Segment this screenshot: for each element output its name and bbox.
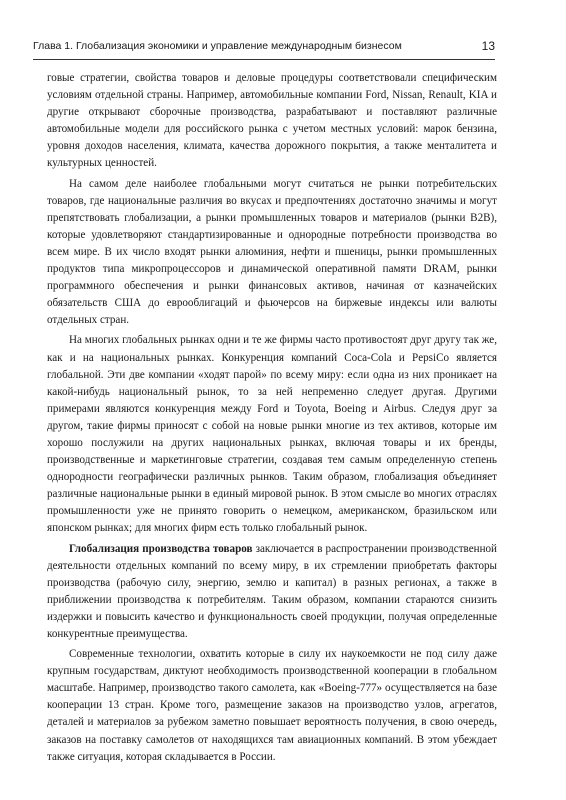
running-header — [33, 40, 495, 58]
paragraph-production-text: заключается в распространении производственной деятельности отдельных компаний по всему миру, в их стремлении приобретать факторы производства (рабочую силу, энергию, землю и капитал) в разных регионах, а также в приближении производства к потребителям. Таким образом, компании стараются снизить издержки и повысить качество и функциональность своей продукции, получая определенные конкурентные преимущества. — [47, 542, 497, 640]
paragraph-global-markets: На самом деле наиболее глобальными могут считаться не рынки потребительских товаров, где национальные различия во вкусах и предпочтениях достаточно значимы и могут препятствовать глобализации, а рынки промышленных товаров и материалов (рынки B2B), которые удовлетворяют стандартизированные и однородные потребности производства во всем мире. В их число входят рынки алюминия, нефти и пшеницы, рынки промышленных продуктов типа микропроцессоров и динамической оперативной памяти DRAM, рынки программного обеспечения и рынки финансовых активов, начиная от казначейских обязательств США до еврооблигаций и фьючерсов на биржевые индексы или валюты отдельных стран. — [47, 177, 497, 327]
term-production-globalization: Глобализация производства товаров — [69, 542, 253, 555]
chapter-title: Глава 1. Глобализация экономики и управление международным бизнесом — [33, 40, 402, 52]
paragraph-continued: говые стратегии, свойства товаров и деловые процедуры соответствовали специфическим условиям отдельной страны. Например, автомобильные компании Ford, Nissan, Renault, KIA и другие открывают сборочные производства, разрабатывают и поставляют различные автомобильные модели для российского рынка с учетом местных условий: марок бензина, уровня доходов населения, климата, качества дорожного покрытия, а также менталитета и культурных ценностей. — [47, 72, 497, 170]
body-text — [47, 70, 497, 769]
paragraph-technologies: Современные технологии, охватить которые в силу их наукоемкости не под силу даже крупным государствам, диктуют необходимость производственной кооперации в глобальном масштабе. Например, производство такого самолета, как «Boeing-777» осуществляется на базе кооперации 13 стран. Кроме того, размещение заказов на производство узлов, агрегатов, деталей и материалов за рубежом заметно повышает вероятность получения, в свою очередь, заказов на поставку самолетов от находящихся там авиационных компаний. В этом убеждает также ситуация, которая складывается в России. — [47, 648, 497, 763]
header-rule — [33, 59, 495, 60]
paragraph-production-globalization — [47, 541, 497, 644]
page-number: 13 — [481, 39, 495, 53]
paragraph-competition: На многих глобальных рынках одни и те же фирмы часто противостоят друг другу так же, как и на национальных рынках. Конкуренция компаний Coca-Cola и PepsiCo является глобальной. Эти две компании «ходят парой» по всему миру: если одна из них проникает на какой-нибудь национальный рынок, то за ней непременно следует другая. Другими примерами являются конкуренция между Ford и Toyota, Boeing и Airbus. Следуя друг за другом, такие фирмы приносят с собой на новые рынки многие из тех активов, которые им хорошо послужили на других национальных рынках, включая товары и их бренды, производственные и маркетинговые стратегии, создавая тем самым определенную степень однородности географически различных рынков. Таким образом, глобализация объединяет различные национальные рынки в единый мировой рынок. В этом смысле во многих отраслях промышленности уже не принято говорить о немецком, американском, бразильском или японском рынках; для многих фирм есть только глобальный рынок. — [47, 334, 497, 535]
